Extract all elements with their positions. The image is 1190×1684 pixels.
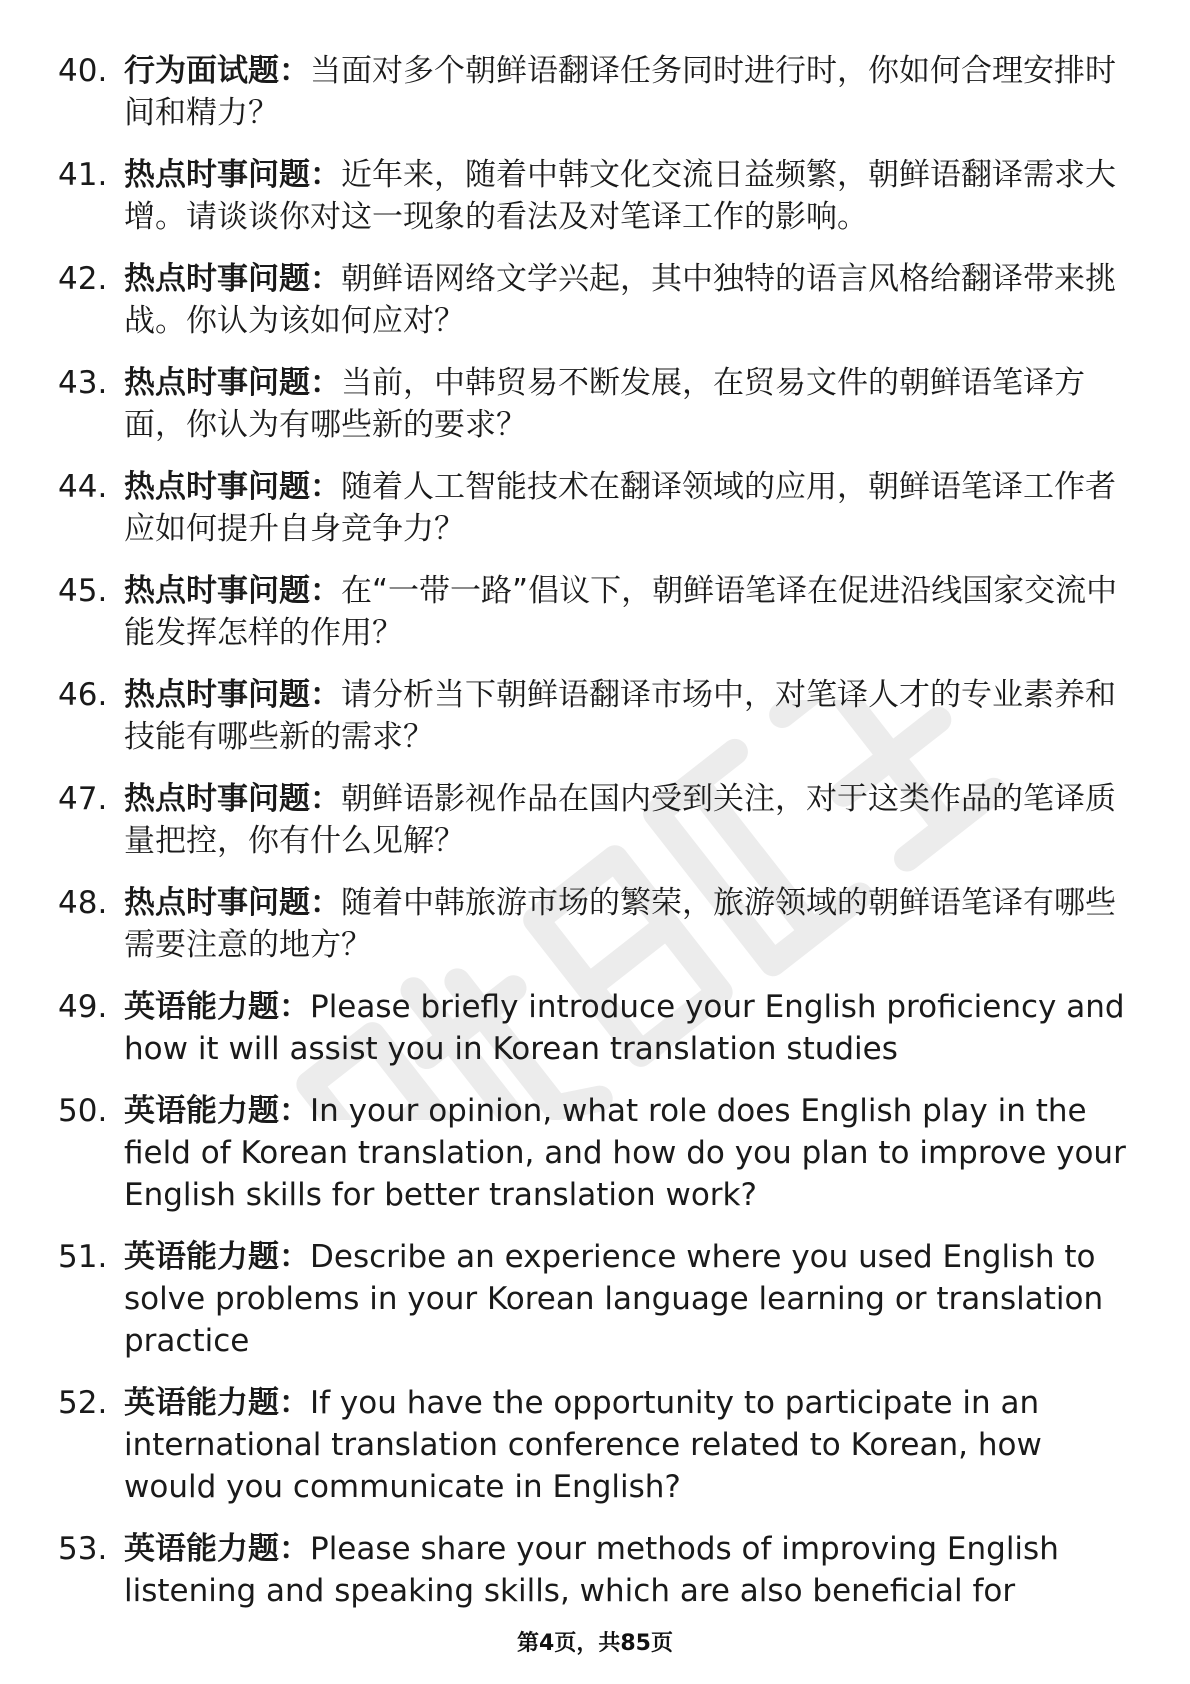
question-number: 49. xyxy=(58,989,108,1025)
question-text: If you have the opportunity to participate in an international translation conference related to Korean, how would you communicate in English? xyxy=(124,1385,1042,1505)
question-number: 46. xyxy=(58,677,108,713)
question-category: 英语能力题 xyxy=(124,1531,279,1567)
question-separator: ： xyxy=(310,677,341,713)
question-number: 52. xyxy=(58,1385,108,1421)
question-body xyxy=(124,50,1138,134)
question-category: 热点时事问题 xyxy=(124,885,310,921)
question-category: 热点时事问题 xyxy=(124,157,310,193)
question-separator: ： xyxy=(279,989,310,1025)
question-separator: ： xyxy=(310,157,341,193)
question-separator: ： xyxy=(310,261,341,297)
question-separator: ： xyxy=(279,1385,310,1421)
question-separator: ： xyxy=(310,885,341,921)
question-body xyxy=(124,154,1138,238)
question-body xyxy=(124,258,1138,342)
question-category: 热点时事问题 xyxy=(124,781,310,817)
question-text: 在“一带一路”倡议下，朝鲜语笔译在促进沿线国家交流中能发挥怎样的作用？ xyxy=(124,573,1118,651)
list-item xyxy=(58,570,1138,654)
question-separator: ： xyxy=(279,1093,310,1129)
question-body xyxy=(124,570,1138,654)
list-item xyxy=(58,986,1138,1070)
question-separator: ： xyxy=(279,1531,310,1567)
question-body xyxy=(124,362,1138,446)
list-item xyxy=(58,882,1138,966)
question-category: 热点时事问题 xyxy=(124,573,310,609)
list-item xyxy=(58,1528,1138,1612)
question-text: 朝鲜语网络文学兴起，其中独特的语言风格给翻译带来挑战。你认为该如何应对？ xyxy=(124,261,1116,339)
question-text: 请分析当下朝鲜语翻译市场中，对笔译人才的专业素养和技能有哪些新的需求？ xyxy=(124,677,1116,755)
question-separator: ： xyxy=(279,1239,310,1275)
question-text: In your opinion, what role does English play in the field of Korean translation, and how do you plan to improve your English skills for better translation work? xyxy=(124,1093,1126,1213)
question-category: 英语能力题 xyxy=(124,1385,279,1421)
question-separator: ： xyxy=(310,573,341,609)
question-text: 近年来，随着中韩文化交流日益频繁，朝鲜语翻译需求大增。请谈谈你对这一现象的看法及对笔译工作的影响。 xyxy=(124,157,1116,235)
question-number: 42. xyxy=(58,261,108,297)
question-number: 43. xyxy=(58,365,108,401)
question-number: 53. xyxy=(58,1531,108,1567)
question-category: 热点时事问题 xyxy=(124,365,310,401)
list-item xyxy=(58,778,1138,862)
question-body xyxy=(124,1236,1138,1362)
question-body xyxy=(124,1382,1138,1508)
question-list xyxy=(58,50,1138,1612)
list-item xyxy=(58,466,1138,550)
list-item xyxy=(58,362,1138,446)
list-item xyxy=(58,1090,1138,1216)
question-number: 51. xyxy=(58,1239,108,1275)
list-item xyxy=(58,1382,1138,1508)
page-footer xyxy=(0,1630,1190,1658)
question-body xyxy=(124,778,1138,862)
question-category: 英语能力题 xyxy=(124,989,279,1025)
question-body xyxy=(124,1090,1138,1216)
question-text: Please briefly introduce your English proficiency and how it will assist you in Korean translation studies xyxy=(124,989,1125,1067)
question-number: 47. xyxy=(58,781,108,817)
question-number: 50. xyxy=(58,1093,108,1129)
question-number: 45. xyxy=(58,573,108,609)
question-category: 热点时事问题 xyxy=(124,469,310,505)
list-item xyxy=(58,154,1138,238)
document-page xyxy=(58,50,1138,1632)
question-text: Describe an experience where you used English to solve problems in your Korean language learning or translation practice xyxy=(124,1239,1104,1359)
question-number: 44. xyxy=(58,469,108,505)
question-separator: ： xyxy=(310,469,341,505)
question-body xyxy=(124,1528,1138,1612)
question-number: 41. xyxy=(58,157,108,193)
list-item xyxy=(58,674,1138,758)
question-text: 当前，中韩贸易不断发展，在贸易文件的朝鲜语笔译方面，你认为有哪些新的要求？ xyxy=(124,365,1085,443)
question-body xyxy=(124,986,1138,1070)
question-text: 朝鲜语影视作品在国内受到关注，对于这类作品的笔译质量把控，你有什么见解？ xyxy=(124,781,1116,859)
question-category: 英语能力题 xyxy=(124,1093,279,1129)
question-separator: ： xyxy=(279,53,310,89)
page-number: 第4页，共85页 xyxy=(517,1631,673,1656)
question-number: 48. xyxy=(58,885,108,921)
question-body xyxy=(124,882,1138,966)
question-number: 40. xyxy=(58,53,108,89)
question-body xyxy=(124,674,1138,758)
question-category: 热点时事问题 xyxy=(124,677,310,713)
question-category: 行为面试题 xyxy=(124,53,279,89)
list-item xyxy=(58,1236,1138,1362)
question-separator: ： xyxy=(310,365,341,401)
question-body xyxy=(124,466,1138,550)
list-item xyxy=(58,258,1138,342)
question-separator: ： xyxy=(310,781,341,817)
list-item xyxy=(58,50,1138,134)
question-category: 热点时事问题 xyxy=(124,261,310,297)
question-category: 英语能力题 xyxy=(124,1239,279,1275)
question-text: 随着人工智能技术在翻译领域的应用，朝鲜语笔译工作者应如何提升自身竞争力？ xyxy=(124,469,1116,547)
question-text: 随着中韩旅游市场的繁荣，旅游领域的朝鲜语笔译有哪些需要注意的地方？ xyxy=(124,885,1116,963)
question-text: Please share your methods of improving English listening and speaking skills, which are also beneficial for xyxy=(124,1531,1059,1609)
question-text: 当面对多个朝鲜语翻译任务同时进行时，你如何合理安排时间和精力？ xyxy=(124,53,1116,131)
